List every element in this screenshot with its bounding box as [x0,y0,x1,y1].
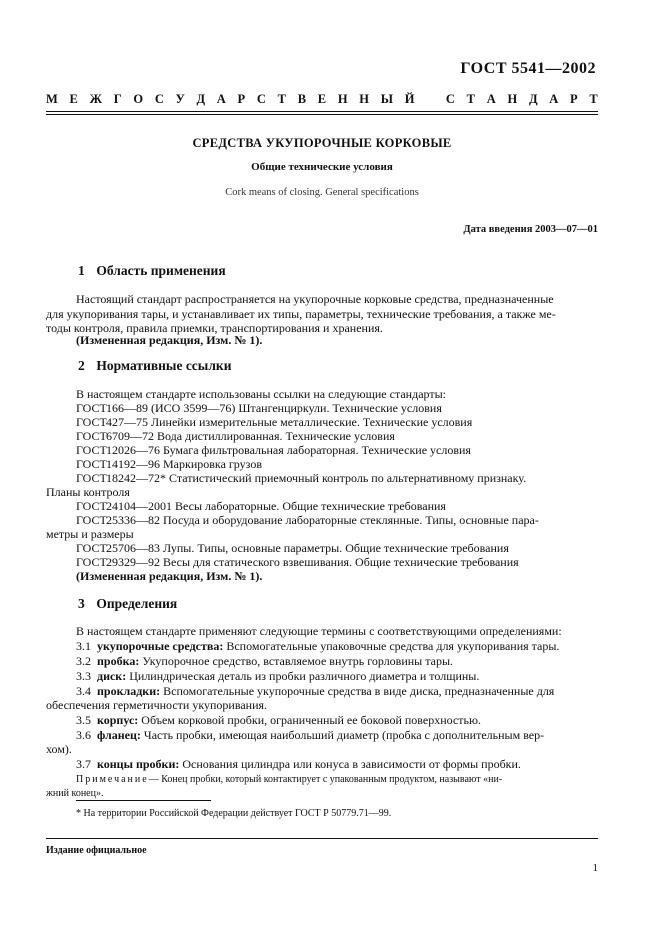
reference-continuation: метры и размеры [46,527,134,541]
standard-letter: У [175,92,185,106]
reference-text: 14192—96 Маркировка грузов [106,457,262,471]
definition-text: Часть пробки, имеющая наибольший диаметр (пробка с дополнительным вер- [143,728,545,742]
standard-letter: Г [113,92,122,106]
footnote: * На территории Российской Федерации действует ГОСТ Р 50779.71—99. [76,808,392,819]
section-1-heading [78,263,226,279]
definition-continuation: хом). [46,742,72,756]
reference-text: 6709—72 Вода дистиллированная. Технические условия [106,429,395,443]
standard-letter: В [297,92,307,106]
standard-letter: Т [589,92,598,106]
definition-item [76,654,614,669]
footnote-rule [76,800,211,801]
section-title: Нормативные ссылки [96,358,232,373]
definition-text: Вспомогательные упаковочные средства для укупоривания тары. [226,639,560,653]
document-title: СРЕДСТВА УКУПОРОЧНЫЕ КОРКОВЫЕ [192,136,452,150]
page-number: 1 [592,862,598,874]
standard-letter: С [445,92,455,106]
standard-letter: Ж [89,92,102,106]
footer-rule [46,838,598,839]
definition-term: фланец: [97,728,141,742]
reference-item [76,457,614,472]
reference-continuation: Планы контроля [46,485,130,499]
definition-number: 3.7 [76,757,91,771]
standard-letter: Е [69,92,78,106]
text-line: для укупоривания тары, и устанавливает их типы, параметры, технические требования, а также ме- [46,306,556,321]
reference-text: 18242—72* Статистический приемочный контроль по альтернативному признаку. [106,471,527,485]
definition-term: пробка: [97,654,140,668]
reference-item [76,443,614,458]
section-3-intro: В настоящем стандарте применяют следующие термины с соответствующими определениями: [76,624,562,638]
definition-text: Объем корковой пробки, ограниченный ее боковой поверхностью. [141,713,481,727]
definition-term: корпус: [97,713,139,727]
reference-item [76,555,614,570]
reference-text: 24104—2001 Весы лабораторные. Общие технические требования [106,499,446,513]
standard-letter: Т [277,92,286,106]
text-line: тоды контроля, правила приемки, транспортирования и хранения. [46,321,383,335]
standard-type-heading [46,92,598,107]
standard-letter: М [46,92,58,106]
standard-letter: А [486,92,496,106]
definition-number: 3.3 [76,669,91,683]
gost-prefix: ГОСТ [76,429,107,443]
reference-text: 166—89 (ИСО 3599—76) Штангенциркули. Технические условия [106,401,442,415]
text-line: Настоящий стандарт распространяется на укупорочные корковые средства, предназначенные [76,292,554,306]
definition-number: 3.1 [76,639,91,653]
section-1-body [46,292,584,336]
introduction-date: Дата введения 2003—07—01 [463,224,598,235]
reference-item [76,471,614,486]
gost-prefix: ГОСТ [76,415,107,429]
standard-letter: А [216,92,226,106]
standard-letter: Н [359,92,370,106]
definition-number: 3.4 [76,684,91,698]
standard-letter: Н [507,92,518,106]
gost-prefix: ГОСТ [76,499,107,513]
standard-letter: Н [337,92,348,106]
reference-item [76,541,614,556]
section-title: Определения [96,596,178,611]
reference-item [76,401,614,416]
definition-text: Вспомогательные укупорочные средства в виде диска, предназначенные для [163,684,555,698]
note-line [46,773,584,787]
amendment-note: (Измененная редакция, Изм. № 1). [76,569,263,583]
section-number: 1 [78,263,85,278]
definition-item [76,684,614,699]
definition-item [76,728,614,743]
reference-item [76,513,614,528]
standard-letter: Ы [380,92,394,106]
definition-item [76,713,614,728]
definition-item [76,639,614,654]
definition-term: прокладки: [97,684,161,698]
header-rule-thick [46,111,598,112]
section-title: Область применения [96,263,226,278]
section-number: 3 [78,596,85,611]
document-number: ГОСТ 5541—2002 [460,60,596,77]
reference-item [76,415,614,430]
reference-text: 29329—92 Весы для статического взвешивания. Общие технические требования [106,555,519,569]
gost-prefix: ГОСТ [76,457,107,471]
definition-number: 3.6 [76,728,91,742]
reference-text: 427—75 Линейки измерительные металлические. Технические условия [106,415,473,429]
definition-term: концы пробки: [97,757,180,771]
definition-item [76,669,614,684]
standard-letter: С [256,92,266,106]
note-text: — Конец пробки, который контактирует с упакованным продуктом, называют «ни- [148,774,503,785]
reference-item [76,499,614,514]
definition-text: Основания цилиндра или конуса в зависимости от формы пробки. [182,757,521,771]
gost-prefix: ГОСТ [76,471,107,485]
standard-letter: Д [196,92,206,106]
definition-term: диск: [97,669,127,683]
definition-text: Цилиндрическая деталь из пробки различного диаметра и толщины. [129,669,480,683]
note-block [46,773,584,800]
definition-text: Укупорочное средство, вставляемое внутрь горловины тары. [142,654,454,668]
standard-letter: Т [466,92,476,106]
definition-continuation: обеспечения герметичности укупоривания. [46,698,268,712]
gost-prefix: ГОСТ [76,513,107,527]
text-line: В настоящем стандарте использованы ссылки на следующие стандарты: [76,387,447,401]
standard-letter: О [133,92,144,106]
standard-letter: Е [317,92,327,106]
header-rule-thin [46,114,598,115]
gost-prefix: ГОСТ [76,401,107,415]
gost-prefix: ГОСТ [76,541,107,555]
note-label: Примечание [76,774,149,785]
gost-prefix: ГОСТ [76,555,107,569]
standard-letter: А [549,92,559,106]
standard-letter: Д [528,92,538,106]
document-subtitle: Общие технические условия [251,161,393,173]
reference-text: 25336—82 Посуда и оборудование лабораторные стеклянные. Типы, основные пара- [106,513,539,527]
standard-letter: Р [570,92,578,106]
reference-item [76,429,614,444]
definition-term: укупорочные средства: [97,639,224,653]
standard-letter: С [154,92,164,106]
section-2-body [46,387,584,402]
word-gap [426,92,434,107]
english-title: Cork means of closing. General specifications [225,187,419,198]
gost-prefix: ГОСТ [76,443,107,457]
standard-letter: Й [404,92,415,106]
definition-item [76,757,614,772]
section-3-heading [78,596,177,612]
amendment-note: (Измененная редакция, Изм. № 1). [76,333,263,347]
edition-label: Издание официальное [46,845,147,856]
definition-number: 3.5 [76,713,91,727]
definition-number: 3.2 [76,654,91,668]
section-2-heading [78,358,231,374]
note-line: жний конец». [46,787,104,799]
section-number: 2 [78,358,85,373]
reference-text: 12026—76 Бумага фильтровальная лабораторная. Технические условия [106,443,471,457]
reference-text: 25706—83 Лупы. Типы, основные параметры. Общие технические требования [106,541,509,555]
standard-letter: Р [237,92,246,106]
